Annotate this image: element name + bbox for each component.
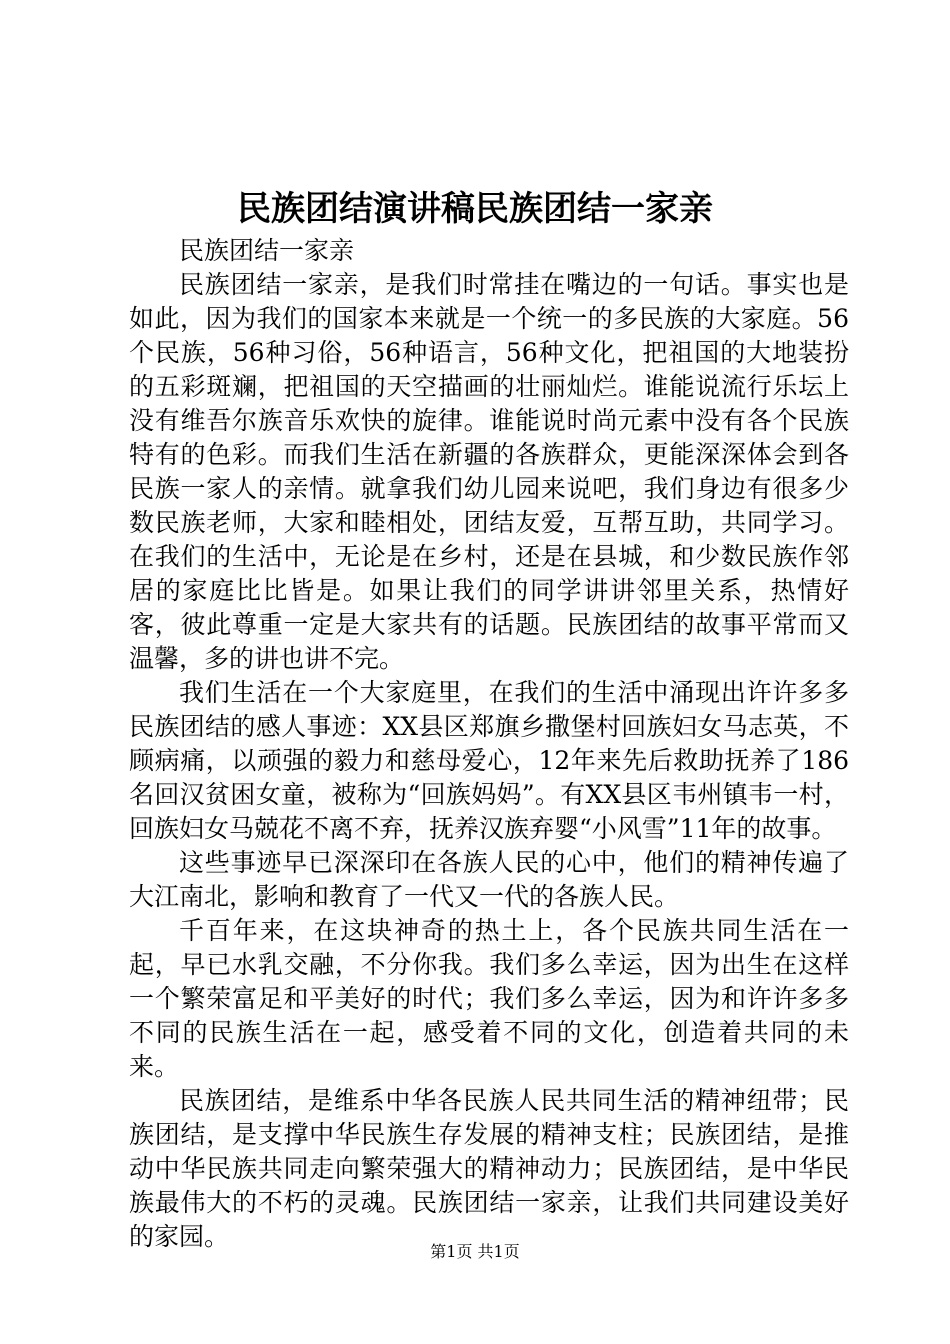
paragraph: 我们生活在一个大家庭里，在我们的生活中涌现出许许多多民族团结的感人事迹：XX县区郑旗乡撒堡村回族妇女马志英，不顾病痛，以顽强的毅力和慈母爱心，12年来先后救助抚养了186名回汉贫困女童，被称为“回族妈妈”。有XX县区韦州镇韦一村，回族妇女马兢花不离不弃，抚养汉族弃婴“小风雪”11年的故事。 <box>129 678 849 843</box>
document-body <box>129 234 849 1254</box>
paragraph: 民族团结，是维系中华各民族人民共同生活的精神纽带；民族团结，是支撑中华民族生存发展的精神支柱；民族团结，是推动中华民族共同走向繁荣强大的精神动力；民族团结，是中华民族最伟大的不朽的灵魂。民族团结一家亲，让我们共同建设美好的家园。 <box>129 1086 849 1251</box>
page-number-footer: 第1页 共1页 <box>430 1242 520 1261</box>
paragraph: 千百年来，在这块神奇的热土上，各个民族共同生活在一起，早已水乳交融，不分你我。我们多么幸运，因为出生在这样一个繁荣富足和平美好的时代；我们多么幸运，因为和许许多多不同的民族生活在一起，感受着不同的文化，创造着共同的未来。 <box>129 916 849 1081</box>
paragraph: 民族团结一家亲，是我们时常挂在嘴边的一句话。事实也是如此，因为我们的国家本来就是一个统一的多民族的大家庭。56个民族，56种习俗，56种语言，56种文化，把祖国的大地装扮的五彩斑斓，把祖国的天空描画的壮丽灿烂。谁能说流行乐坛上没有维吾尔族音乐欢快的旋律。谁能说时尚元素中没有各个民族特有的色彩。而我们生活在新疆的各族群众，更能深深体会到各民族一家人的亲情。就拿我们幼儿园来说吧，我们身边有很多少数民族老师，大家和睦相处，团结友爱，互帮互助，共同学习。在我们的生活中，无论是在乡村，还是在县城，和少数民族作邻居的家庭比比皆是。如果让我们的同学讲讲邻里关系，热情好客，彼此尊重一定是大家共有的话题。民族团结的故事平常而又温馨，多的讲也讲不完。 <box>129 270 849 673</box>
document-title: 民族团结演讲稿民族团结一家亲 <box>237 189 713 229</box>
paragraph-subtitle: 民族团结一家亲 <box>179 236 355 265</box>
paragraph: 这些事迹早已深深印在各族人民的心中，他们的精神传遍了大江南北，影响和教育了一代又一代的各族人民。 <box>129 848 849 911</box>
